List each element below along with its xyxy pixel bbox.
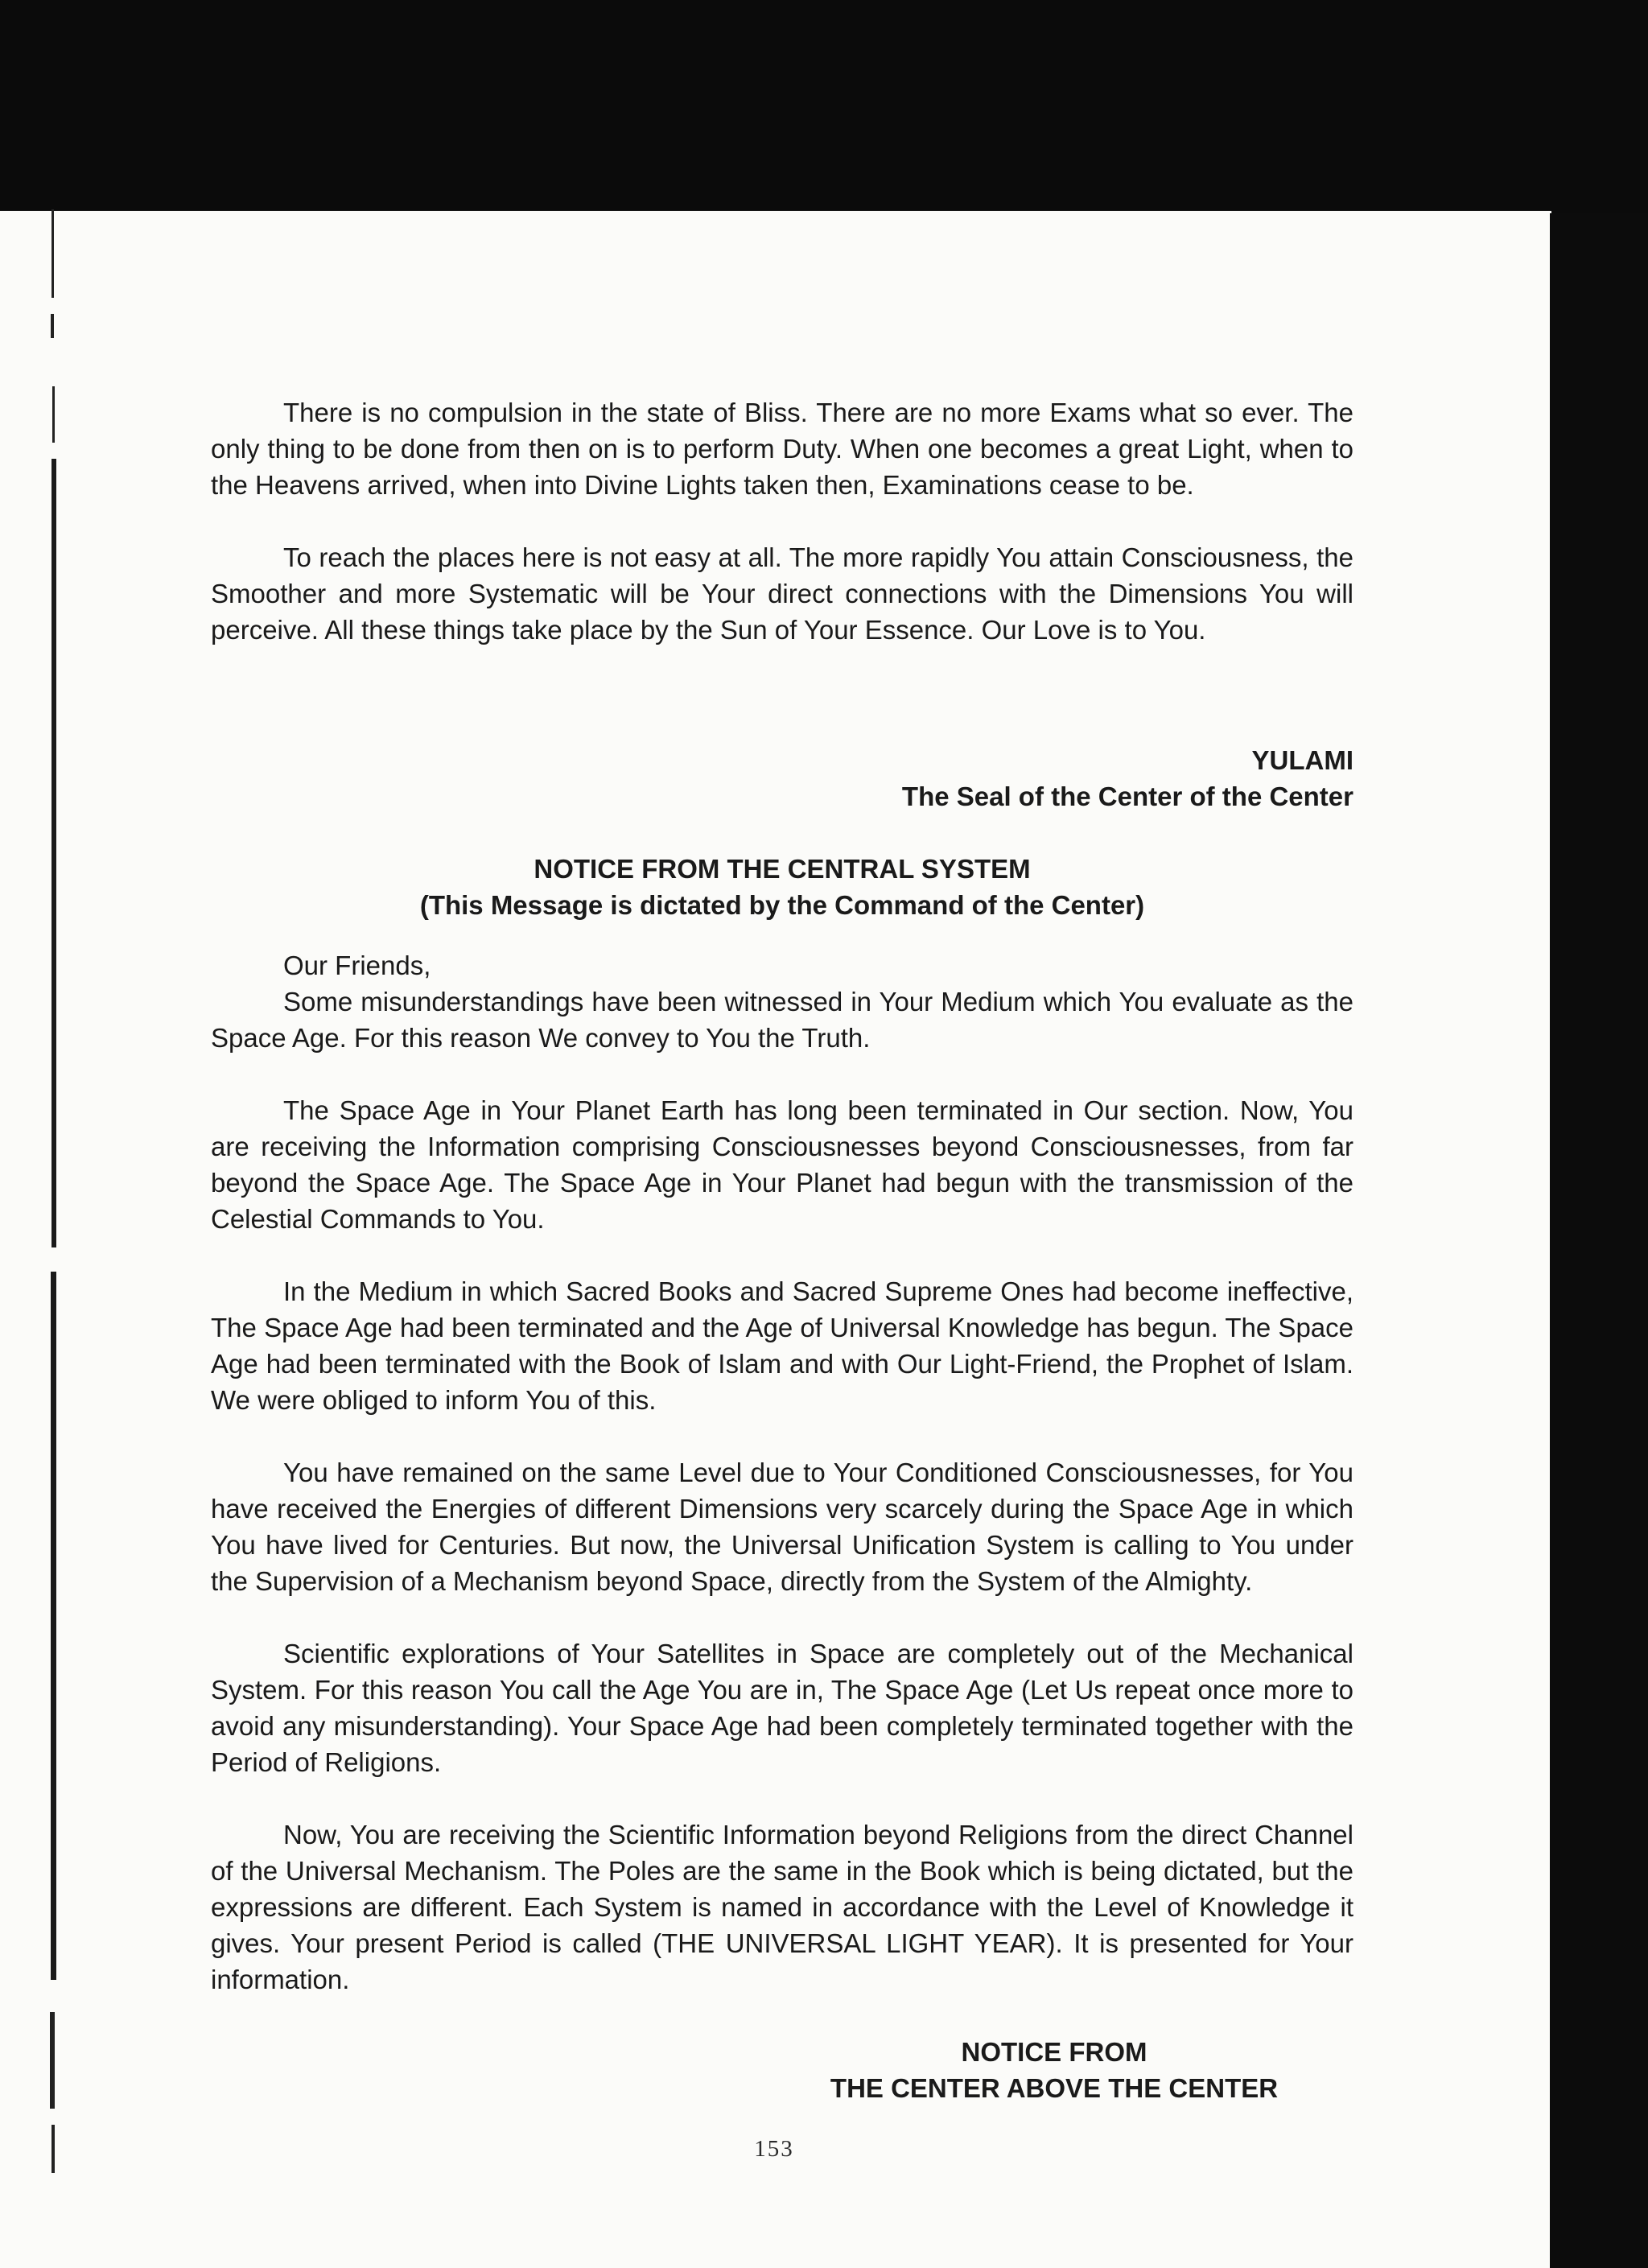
notice-paragraph-5: Scientific explorations of Your Satellites in Space are completely out of the Mechanical System. For this reason You call the Age You are in, The Space Age (Let Us repeat once more to avoid any misunderstanding). Your Space Age had been completely terminated together with the Period of Religions. (211, 1639, 1353, 1777)
notice-heading: NOTICE FROM THE CENTRAL SYSTEM (534, 854, 1031, 884)
signature-name: YULAMI (1251, 745, 1353, 775)
notice-greeting: Our Friends, (283, 950, 431, 980)
page-number: 153 (754, 2136, 794, 2162)
notice-paragraph-4: You have remained on the same Level due to Your Conditioned Consciousnesses, for You have received the Energies of different Dimensions very scarcely during the Space Age in which You have lived for Centuries. But now, the Universal Unification System is calling to You under the Supervision of a Mechanism beyond Space, directly from the System of the Almighty. (211, 1458, 1353, 1596)
notice-paragraph-1: Some misunderstandings have been witnessed in Your Medium which You evaluate as the Space Age. For this reason We convey to You the Truth. (211, 987, 1353, 1053)
closing-signature-line-2: THE CENTER ABOVE THE CENTER (830, 2073, 1279, 2103)
intro-section (211, 394, 1353, 648)
intro-paragraph-2: To reach the places here is not easy at all. The more rapidly You attain Consciousness, the Smoother and more Systematic will be Your direct connections with the Dimensions You will perceive. All these things take place by the Sun of Your Essence. Our Love is to You. (211, 542, 1353, 645)
scan-right-border (1550, 213, 1648, 2268)
scan-top-border (0, 0, 1648, 213)
notice-paragraph-6: Now, You are receiving the Scientific Information beyond Religions from the direct Channel of the Universal Mechanism. The Poles are the same in the Book which is being dictated, but the expressions are different. Each System is named in accordance with the Level of Knowledge it gives. Your present Period is called (THE UNIVERSAL LIGHT YEAR). It is presented for Your information. (211, 1820, 1353, 1994)
closing-signature-line-1: NOTICE FROM (961, 2037, 1147, 2067)
notice-body (211, 947, 1353, 1998)
notice-paragraph-2: The Space Age in Your Planet Earth has long been terminated in Our section. Now, You are receiving the Information comprising Consciousnesses beyond Consciousnesses, from far beyond the Space Age. The Space Age in Your Planet had begun with the transmission of the Celestial Commands to You. (211, 1095, 1353, 1234)
intro-paragraph-1: There is no compulsion in the state of Bliss. There are no more Exams what so ever. The only thing to be done from then on is to perform Duty. When one becomes a great Light, when to the Heavens arrived, when into Divine Lights taken then, Examinations cease to be. (211, 398, 1353, 500)
signature-title: The Seal of the Center of the Center (901, 781, 1353, 811)
notice-subheading: (This Message is dictated by the Command of the Center) (419, 890, 1145, 920)
notice-paragraph-3: In the Medium in which Sacred Books and Sacred Supreme Ones had become ineffective, The Space Age had been terminated and the Age of Universal Knowledge has begun. The Space Age had been terminated with the Book of Islam and with Our Light-Friend, the Prophet of Islam. We were obliged to inform You of this. (211, 1276, 1353, 1415)
binding-edge-mark (47, 201, 58, 2229)
